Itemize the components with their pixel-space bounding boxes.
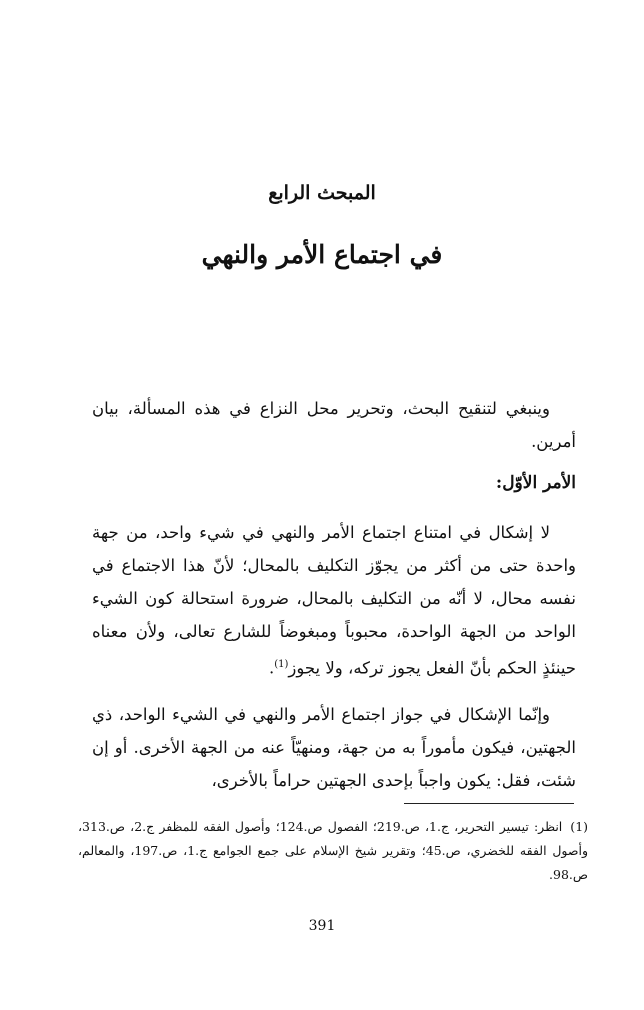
section-kicker: المبحث الرابع	[268, 182, 376, 204]
footnote-number: (1)	[570, 819, 589, 834]
paragraph-1	[92, 516, 576, 685]
subheading-first-matter: الأمر الأوّل:	[495, 473, 576, 493]
page-number: 391	[308, 918, 336, 934]
paragraph-1-end: .	[268, 658, 275, 678]
paragraph-2: وإنّما الإشكال في جواز اجتماع الأمر والنهي في الشيء الواحد، ذي الجهتين، فيكون مأموراً به من جهة، ومنهيّاً عنه من الجهة الأخرى. أو إن شئت، فقل: يكون واجباً بإحدى الجهتين حراماً بالأخرى،	[92, 705, 576, 790]
paragraph-1-text: لا إشكال في امتناع اجتماع الأمر والنهي في شيء واحد، من جهة واحدة حتى من أكثر من يجوّز التكليف بالمحال؛ لأنّ هذا الاجتماع في نفسه محال، لا أنّه من التكليف بالمحال، ضرورة استحالة كون الشيء الواحد من الجهة الواحدة، محبوباً ومبغوضاً للشارع تعالى، ولأن معناه حينئذٍ الحكم بأنّ الفعل يجوز تركه، ولا يجوز	[92, 523, 576, 678]
footnote	[78, 815, 588, 887]
chapter-title: في اجتماع الأمر والنهي	[201, 240, 443, 269]
footnote-text: انظر: تيسير التحرير، ج.1، ص.219؛ الفصول ص.124؛ وأصول الفقه للمظفر ج.2، ص.313، وأصول الفقه للخضري، ص.45؛ وتقرير شيخ الإسلام على جمع الجوامع ج.1، ص.197، والمعالم، ص.98.	[78, 819, 589, 882]
footnote-reference: (1)	[274, 659, 289, 670]
footnote-divider	[404, 803, 574, 804]
intro-paragraph: وينبغي لتنقيح البحث، وتحرير محل النزاع في هذه المسألة، بيان أمرين.	[92, 399, 576, 451]
